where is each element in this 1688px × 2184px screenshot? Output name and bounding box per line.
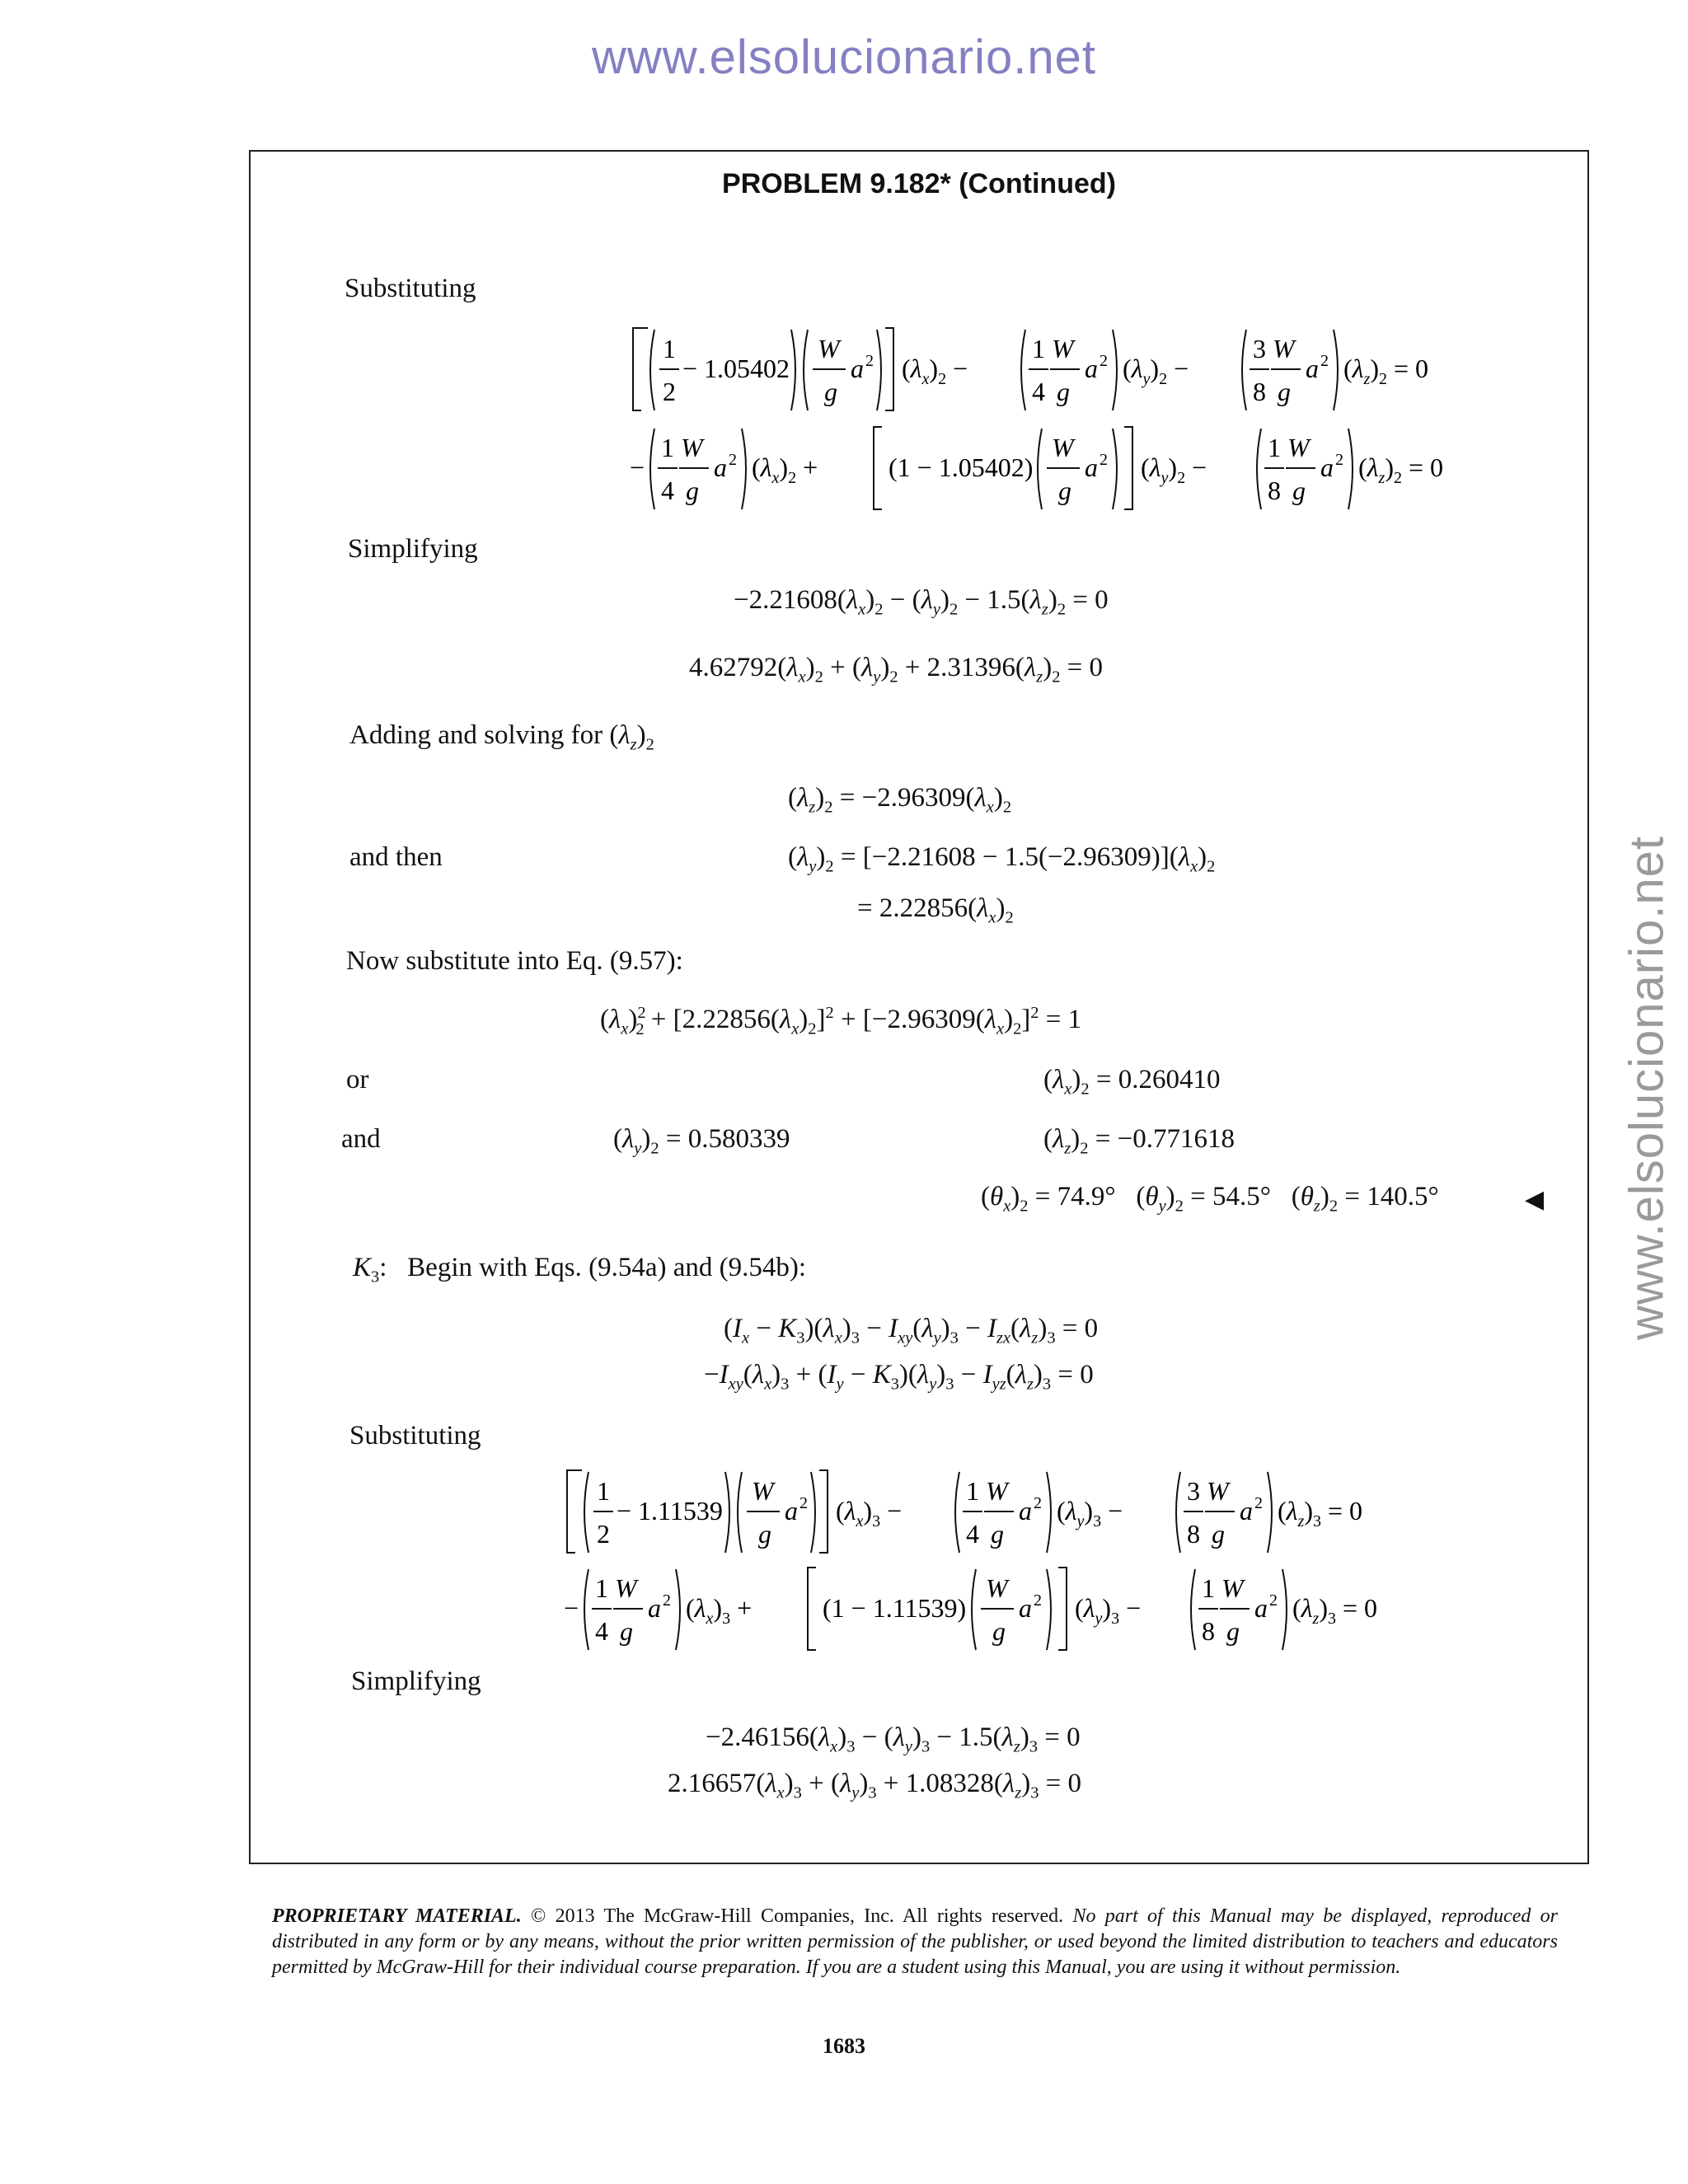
svg-text:g: g <box>991 1519 1004 1549</box>
svg-text:8: 8 <box>1253 377 1266 406</box>
svg-text:8: 8 <box>1268 476 1281 505</box>
svg-text:1: 1 <box>1202 1573 1215 1603</box>
svg-text:(1 − 1.11539): (1 − 1.11539) <box>823 1593 967 1623</box>
notice-text: No part of this Manual may be displayed, reproduced or distributed in any form or by any means, without the prior written permission of the publisher, or used beyond the limited distribution to teachers and educators permitted by McGraw-Hill for their individual course preparation. If you are a student using this Manual, you are using it without permission. <box>272 1905 1558 1978</box>
svg-text:− 1.05402: − 1.05402 <box>682 354 790 383</box>
svg-text:3: 3 <box>1253 334 1266 363</box>
svg-text:g: g <box>620 1616 633 1646</box>
svg-text:(λz)2 = 0: $(\lambda_z)_2 = 0$ <box>1343 354 1429 388</box>
eq-simplified-k2-b: $4.62792(\lambda_x)_2 + (\lambda_y)_2 + 2.31396(\lambda_z)_2 = 0$ <box>689 653 1104 687</box>
svg-text:a: a <box>851 354 864 383</box>
svg-text:(λx)3 −: $(\lambda_x)_3$ − <box>836 1496 903 1530</box>
label-k3-intro: $K_3$: Begin with Eqs. (9.54a) and (9.54b): <box>353 1253 807 1286</box>
watermark-side: www.elsolucionario.net <box>1620 836 1674 1340</box>
eq-lambda-y2-b: = $2.22856(\lambda_x)_2$ <box>857 893 1014 927</box>
matrix-eq-k2-row2 <box>630 424 1470 522</box>
svg-text:W: W <box>1052 433 1074 462</box>
problem-title: PROBLEM 9.182* (Continued) <box>722 168 1116 199</box>
notice-rights: © 2013 The McGraw-Hill Companies, Inc. All rights reserved. <box>531 1905 1064 1927</box>
svg-text:W: W <box>1207 1476 1229 1506</box>
svg-text:a: a <box>1085 452 1098 482</box>
matrix-eq-k3-row2 <box>564 1564 1404 1662</box>
svg-text:g: g <box>1057 377 1070 406</box>
svg-text:1: 1 <box>663 334 676 363</box>
eq-lambda-y2-value: $(\lambda_y)_2 = 0.580339$ <box>613 1124 790 1158</box>
svg-text:(λx)2 +: $(\lambda_x)_2$ + <box>752 452 818 487</box>
svg-text:a: a <box>1306 354 1319 383</box>
svg-text:W: W <box>1273 334 1295 363</box>
watermark-top: www.elsolucionario.net <box>592 30 1096 84</box>
k2-constant-r2: 1.05402 <box>938 452 1025 482</box>
svg-text:a: a <box>1019 1593 1032 1623</box>
svg-text:2: 2 <box>663 377 676 406</box>
svg-text:a: a <box>1320 452 1334 482</box>
svg-text:(λx)3 +: $(\lambda_x)_3$ + <box>686 1593 753 1628</box>
eq-lambda-x2-value: $(\lambda_x)_2 = 0.260410$ <box>1043 1065 1221 1099</box>
svg-text:2: 2 <box>1320 352 1329 370</box>
svg-text:a: a <box>1019 1496 1032 1526</box>
svg-text:W: W <box>1221 1573 1244 1603</box>
svg-text:2: 2 <box>1100 451 1108 469</box>
eq-simplified-k3-b: $2.16657(\lambda_x)_3 + (\lambda_y)_3 + 1.08328(\lambda_z)_3 = 0$ <box>668 1769 1082 1802</box>
eq-simplified-k3-a: $-2.46156(\lambda_x)_3 - (\lambda_y)_3 - 1.5(\lambda_z)_3 = 0$ <box>706 1722 1081 1756</box>
answer-marker-icon: ◀ <box>1525 1186 1545 1213</box>
label-simplifying-2: Simplifying <box>351 1666 481 1696</box>
svg-text:1: 1 <box>597 1476 610 1506</box>
svg-text:a: a <box>1240 1496 1253 1526</box>
label-now-substitute: Now substitute into Eq. (9.57): <box>346 946 683 976</box>
svg-text:(λx)2 −: $(\lambda_x)_2$ − <box>902 354 968 388</box>
label-and: and <box>341 1124 381 1154</box>
svg-text:2: 2 <box>1335 451 1343 469</box>
svg-text:2: 2 <box>799 1494 808 1512</box>
svg-text:2: 2 <box>1269 1591 1278 1610</box>
svg-text:2: 2 <box>1254 1494 1263 1512</box>
svg-text:W: W <box>986 1476 1008 1506</box>
svg-text:2: 2 <box>865 352 874 370</box>
svg-text:2: 2 <box>729 451 737 469</box>
eq-lambda-z2-value: $(\lambda_z)_2 = -0.771618$ <box>1043 1124 1235 1158</box>
k3-constant-r1: 1.11539 <box>638 1496 723 1526</box>
svg-text:−: − <box>564 1593 579 1623</box>
label-or: or <box>346 1065 369 1094</box>
svg-text:a: a <box>714 452 727 482</box>
svg-text:W: W <box>1052 334 1074 363</box>
svg-text:a: a <box>785 1496 798 1526</box>
svg-text:4: 4 <box>1032 377 1045 406</box>
eq-angles-2: $(\theta_x)_2 = 74.9^\circ$ $(\theta_y)_2 = 54.5^\circ$ $(\theta_z)_2 = 140.5^\circ$ <box>981 1182 1439 1216</box>
eq-simplified-k2-a: $-2.21608(\lambda_x)_2 - (\lambda_y)_2 - 1.5(\lambda_z)_2 = 0$ <box>734 585 1109 619</box>
svg-text:1: 1 <box>595 1573 608 1603</box>
svg-text:1: 1 <box>966 1476 979 1506</box>
label-and-then: and then <box>349 842 443 872</box>
svg-text:4: 4 <box>595 1616 608 1646</box>
k3-constant-r2: 1.11539 <box>872 1593 958 1623</box>
svg-text:1: 1 <box>1032 334 1045 363</box>
solution-box <box>249 150 1589 1864</box>
eq-lambda-z2: $(\lambda_z)_2 = -2.96309(\lambda_x)_2$ <box>788 783 1012 817</box>
svg-text:3: 3 <box>1187 1476 1200 1506</box>
svg-text:2: 2 <box>1100 352 1108 370</box>
label-adding-solving: Adding and solving for $(\lambda_z)_2$ <box>349 720 654 754</box>
svg-text:(λz)3 = 0: $(\lambda_z)_3 = 0$ <box>1278 1496 1363 1530</box>
svg-text:g: g <box>1212 1519 1225 1549</box>
svg-text:8: 8 <box>1202 1616 1215 1646</box>
svg-text:4: 4 <box>966 1519 979 1549</box>
svg-text:(λz)3 = 0: $(\lambda_z)_3 = 0$ <box>1292 1593 1378 1628</box>
svg-text:a: a <box>1085 354 1098 383</box>
page-number: 1683 <box>823 2034 865 2058</box>
notice-lead: PROPRIETARY MATERIAL. <box>272 1905 522 1927</box>
svg-text:a: a <box>1254 1593 1268 1623</box>
eq-954a: $(I_x - K_3)(\lambda_x)_3 - I_{xy}(\lambda_y)_3 - I_{zx}(\lambda_z)_3 = 0$ <box>724 1314 1099 1347</box>
eq-lambda-y2-a: $(\lambda_y)_2 = [-2.21608 - 1.5(-2.96309)](\lambda_x)_2$ <box>788 842 1216 876</box>
svg-text:4: 4 <box>661 476 674 505</box>
proprietary-notice <box>272 1904 1558 1980</box>
matrix-eq-k2-row1 <box>630 325 1470 423</box>
svg-text:W: W <box>1287 433 1310 462</box>
svg-text:1: 1 <box>1268 433 1281 462</box>
svg-text:2: 2 <box>1034 1591 1042 1610</box>
k2-constant-r1: 1.05402 <box>704 354 790 383</box>
svg-text:g: g <box>1292 476 1306 505</box>
svg-text:W: W <box>681 433 703 462</box>
svg-text:(λy)3 −: $(\lambda_y)_3$ − <box>1057 1496 1123 1530</box>
svg-text:2: 2 <box>1034 1494 1042 1512</box>
svg-text:2: 2 <box>663 1591 671 1610</box>
svg-text:−: − <box>630 452 645 482</box>
svg-text:(λy)3 −: $(\lambda_y)_3$ − <box>1075 1593 1142 1628</box>
svg-text:a: a <box>648 1593 661 1623</box>
svg-text:W: W <box>818 334 840 363</box>
label-substituting-1: Substituting <box>345 274 476 303</box>
svg-text:g: g <box>824 377 837 406</box>
svg-text:g: g <box>1278 377 1291 406</box>
label-substituting-2: Substituting <box>349 1421 481 1451</box>
eq-normalization-2: $(\lambda_x)^2_2 + [2.22856(\lambda_x)_2]^2 + [-2.96309(\lambda_x)_2]^2 = 1$ <box>600 1004 1082 1038</box>
svg-text:1: 1 <box>661 433 674 462</box>
svg-text:(λy)2 −: $(\lambda_y)_2$ − <box>1123 354 1189 388</box>
svg-text:g: g <box>686 476 699 505</box>
svg-text:(λy)2 −: $(\lambda_y)_2$ − <box>1141 452 1207 487</box>
svg-text:(λz)2 = 0: $(\lambda_z)_2 = 0$ <box>1358 452 1444 487</box>
svg-text:g: g <box>992 1616 1006 1646</box>
svg-text:− 1.11539: − 1.11539 <box>617 1496 723 1526</box>
svg-text:8: 8 <box>1187 1519 1200 1549</box>
svg-text:g: g <box>758 1519 771 1549</box>
svg-text:W: W <box>986 1573 1008 1603</box>
matrix-eq-k3-row1 <box>564 1467 1404 1565</box>
svg-text:g: g <box>1058 476 1071 505</box>
svg-text:W: W <box>615 1573 637 1603</box>
svg-text:W: W <box>752 1476 774 1506</box>
svg-text:(1 − 1.05402): (1 − 1.05402) <box>889 452 1034 482</box>
svg-text:g: g <box>1226 1616 1240 1646</box>
label-simplifying-1: Simplifying <box>348 534 478 564</box>
svg-text:2: 2 <box>597 1519 610 1549</box>
eq-954b: $-I_{xy}(\lambda_x)_3 + (I_y - K_3)(\lambda_y)_3 - I_{yz}(\lambda_z)_3 = 0$ <box>704 1360 1094 1394</box>
